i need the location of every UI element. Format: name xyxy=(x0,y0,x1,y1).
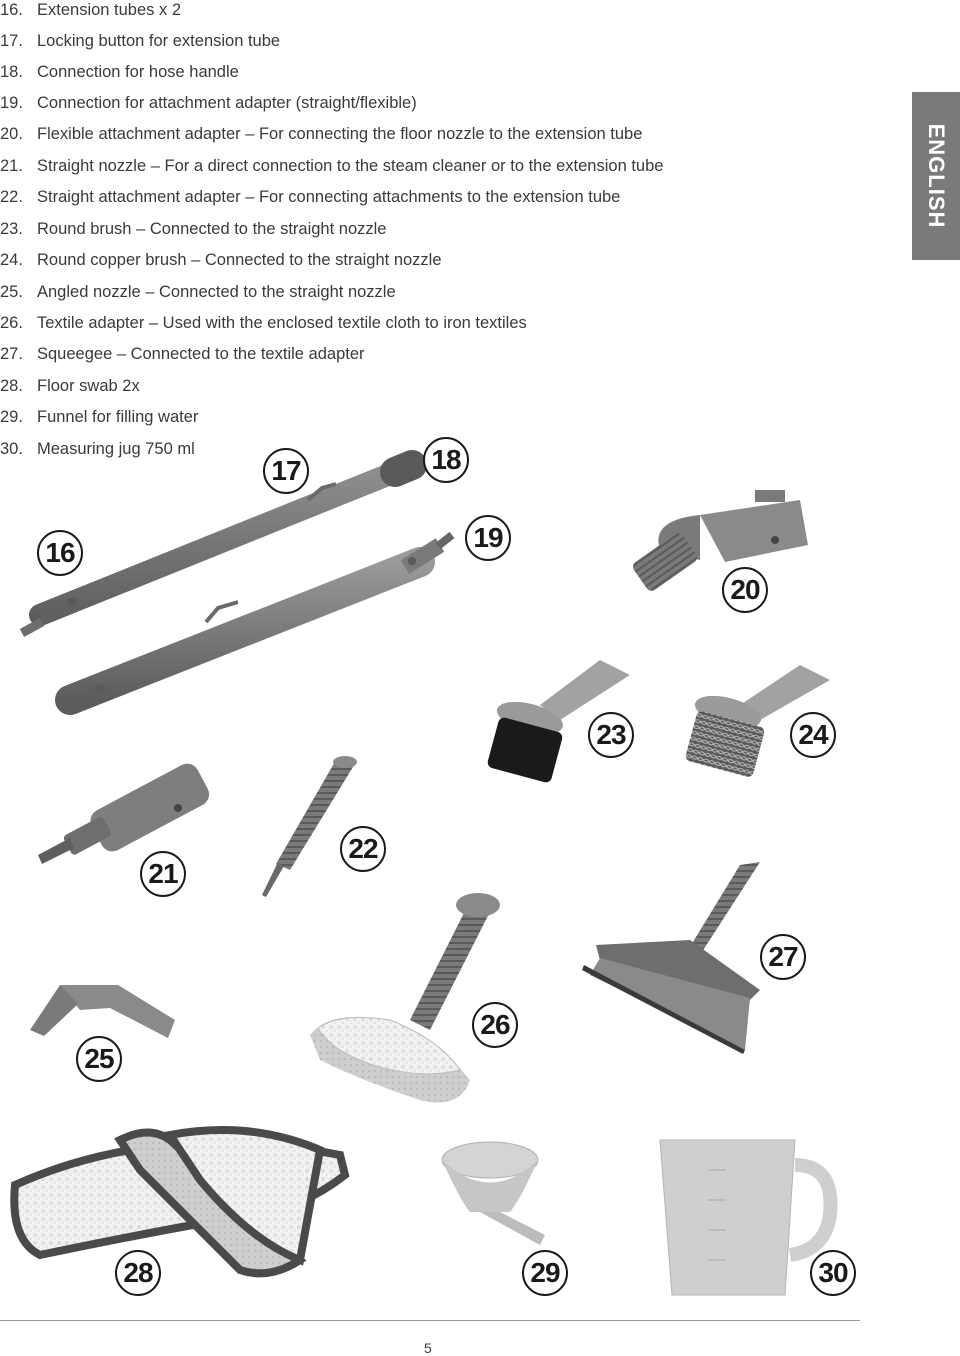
part-item-26: 26. Textile adapter – Used with the enclosed textile cloth to iron textiles xyxy=(0,314,527,332)
callout-18: 18 xyxy=(423,437,469,483)
callout-27: 27 xyxy=(760,934,806,980)
callout-22: 22 xyxy=(340,826,386,872)
callout-25: 25 xyxy=(76,1036,122,1082)
straight-nozzle xyxy=(38,760,213,864)
callout-21: 21 xyxy=(140,851,186,897)
part-item-19: 19. Connection for attachment adapter (straight/flexible) xyxy=(0,94,417,112)
funnel xyxy=(442,1142,545,1245)
part-item-25: 25. Angled nozzle – Connected to the straight nozzle xyxy=(0,283,396,301)
part-item-24: 24. Round copper brush – Connected to the straight nozzle xyxy=(0,251,442,269)
callout-19: 19 xyxy=(465,515,511,561)
part-item-22: 22. Straight attachment adapter – For connecting attachments to the extension tube xyxy=(0,188,621,206)
measuring-jug xyxy=(660,1140,831,1295)
part-item-16: 16. Extension tubes x 2 xyxy=(0,1,182,19)
straight-attachment-adapter xyxy=(262,756,357,897)
part-item-28: 28. Floor swab 2x xyxy=(0,377,140,395)
part-item-27: 27. Squeegee – Connected to the textile adapter xyxy=(0,345,365,363)
callout-20: 20 xyxy=(722,567,768,613)
part-item-20: 20. Flexible attachment adapter – For connecting the floor nozzle to the extension tube xyxy=(0,125,643,143)
part-item-18: 18. Connection for hose handle xyxy=(0,63,239,81)
part-item-21: 21. Straight nozzle – For a direct connection to the steam cleaner or to the extension tube xyxy=(0,157,664,175)
flexible-attachment-adapter xyxy=(631,490,808,593)
callout-17: 17 xyxy=(263,448,309,494)
floor-swabs xyxy=(14,1130,345,1273)
textile-adapter xyxy=(310,893,500,1103)
squeegee xyxy=(582,862,760,1054)
callout-30: 30 xyxy=(810,1250,856,1296)
page-number: 5 xyxy=(424,1340,432,1356)
footer-rule xyxy=(0,1320,860,1321)
part-item-29: 29. Funnel for filling water xyxy=(0,408,199,426)
part-item-23: 23. Round brush – Connected to the straight nozzle xyxy=(0,220,387,238)
callout-28: 28 xyxy=(115,1250,161,1296)
callout-23: 23 xyxy=(588,712,634,758)
part-item-30: 30. Measuring jug 750 ml xyxy=(0,440,195,458)
callout-16: 16 xyxy=(37,530,83,576)
angled-nozzle xyxy=(30,985,175,1038)
callout-26: 26 xyxy=(472,1002,518,1048)
callout-29: 29 xyxy=(522,1250,568,1296)
part-item-17: 17. Locking button for extension tube xyxy=(0,32,281,50)
callout-24: 24 xyxy=(790,712,836,758)
language-tab-label: ENGLISH xyxy=(924,123,949,229)
extension-tube-lower xyxy=(70,535,452,700)
